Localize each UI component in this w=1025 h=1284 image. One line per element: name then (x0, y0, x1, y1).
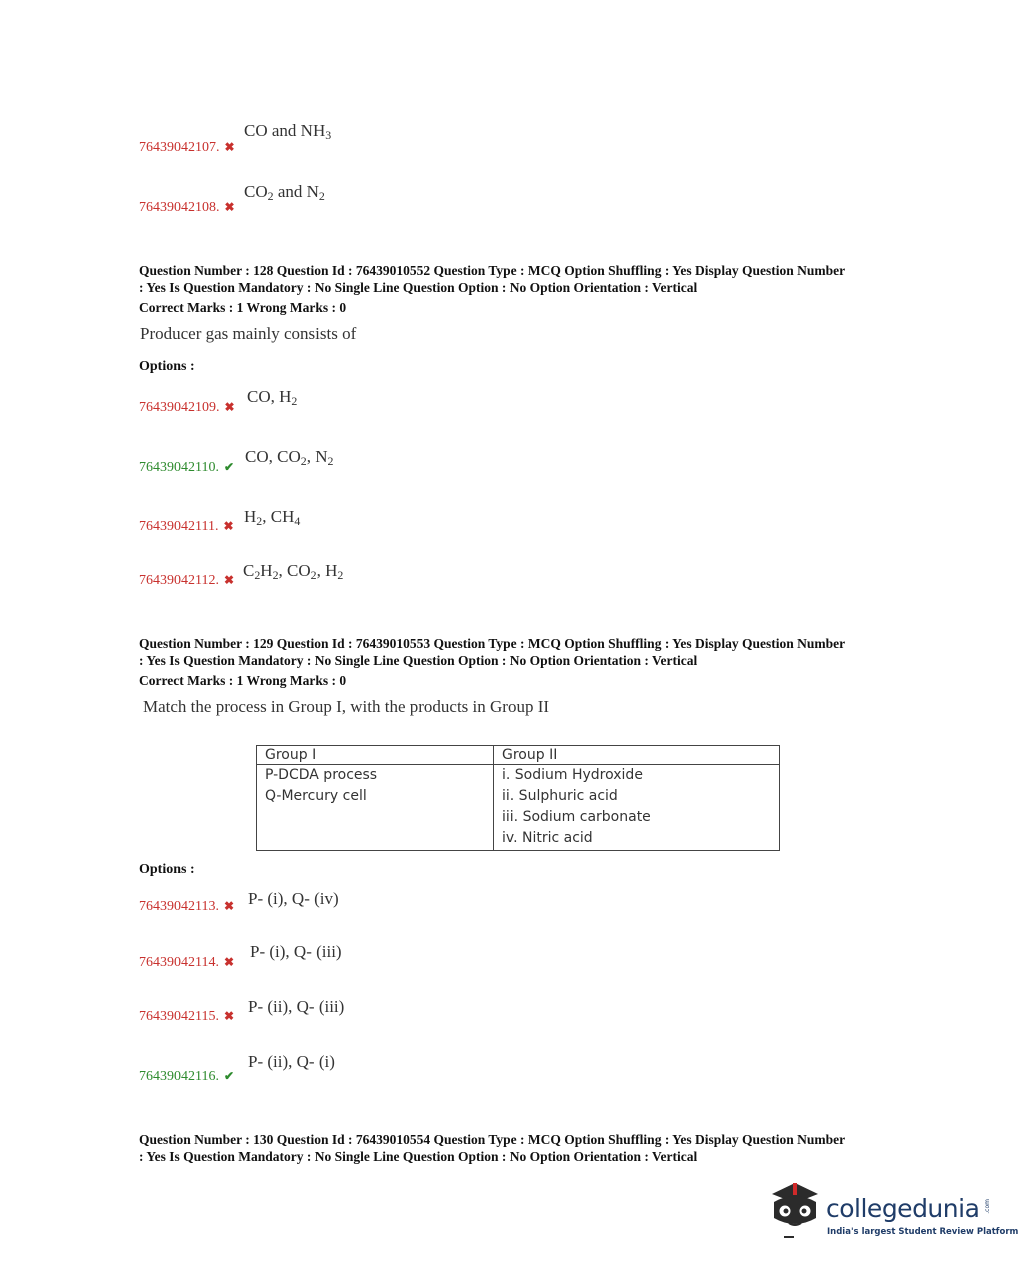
option-id: 76439042115. ✖ (139, 1009, 235, 1024)
option-text: $CO_2$ and $N_2$ (244, 182, 325, 203)
option-text: P- (i), Q- (iv) (248, 889, 339, 908)
option-text: CO, $CO_2$, $N_2$ (245, 447, 334, 468)
group2-cell: i. Sodium Hydroxide ii. Sulphuric acid iii. Sodium carbonate iv. Nitric acid (502, 767, 651, 846)
option-id: 76439042110. ✔ (139, 460, 235, 475)
cross-icon: ✖ (223, 899, 235, 913)
check-icon: ✔ (223, 1069, 235, 1083)
logo-mascot-icon (766, 1178, 824, 1240)
option-text: P- (i), Q- (iii) (250, 942, 342, 961)
check-icon: ✔ (223, 460, 235, 474)
cross-icon: ✖ (224, 200, 235, 214)
option-text: $H_2$, $CH_4$ (244, 507, 301, 528)
match-table (256, 745, 780, 851)
option-text: CO, $H_2$ (247, 387, 298, 408)
cross-icon: ✖ (223, 573, 235, 587)
options-label: Options : (139, 359, 195, 374)
option-id: 76439042112. ✖ (139, 573, 235, 588)
option-id: 76439042107. ✖ (139, 140, 235, 155)
cross-icon: ✖ (224, 140, 235, 154)
group1-cell: P-DCDA process Q-Mercury cell (257, 765, 494, 851)
option-id: 76439042109. ✖ (139, 400, 235, 415)
question-meta: Question Number : 128 Question Id : 76439010552 Question Type : MCQ Option Shuffling : Yes Display Question Number : Yes Is Question Mandatory : No Single Line Question Option : No Option Orientation : Vertical Correct Marks : 1 Wrong Marks : 0 (139, 263, 846, 315)
logo-name: collegedunia (826, 1194, 980, 1223)
option-text: P- (ii), Q- (i) (248, 1052, 335, 1071)
logo-com: .com (984, 1199, 991, 1214)
option-id: 76439042111. ✖ (139, 519, 234, 534)
option-text: $C_2H_2$, $CO_2$, $H_2$ (243, 561, 344, 582)
option-id: 76439042116. ✔ (139, 1069, 235, 1084)
logo-tagline: India's largest Student Review Platform (827, 1227, 1019, 1237)
option-id: 76439042113. ✖ (139, 899, 235, 914)
options-label: Options : (139, 862, 195, 877)
question-meta: Question Number : 129 Question Id : 76439010553 Question Type : MCQ Option Shuffling : Yes Display Question Number : Yes Is Question Mandatory : No Single Line Question Option : No Option Orientation : Vertical Correct Marks : 1 Wrong Marks : 0 (139, 636, 846, 688)
question-meta: Question Number : 130 Question Id : 76439010554 Question Type : MCQ Option Shuffling : Yes Display Question Number : Yes Is Question Mandatory : No Single Line Question Option : No Option Orientation : Vertical (139, 1132, 846, 1164)
option-text: CO and $NH_3$ (244, 121, 332, 142)
option-id: 76439042108. ✖ (139, 200, 235, 215)
cross-icon: ✖ (223, 519, 234, 533)
question-text: Match the process in Group I, with the products in Group II (143, 697, 550, 716)
option-text: P- (ii), Q- (iii) (248, 997, 345, 1016)
group2-header: Group II (494, 746, 780, 765)
group1-header: Group I (257, 746, 494, 765)
cross-icon: ✖ (224, 400, 235, 414)
question-text: Producer gas mainly consists of (140, 324, 357, 343)
cross-icon: ✖ (223, 1009, 235, 1023)
cross-icon: ✖ (223, 955, 235, 969)
option-id: 76439042114. ✖ (139, 955, 235, 970)
